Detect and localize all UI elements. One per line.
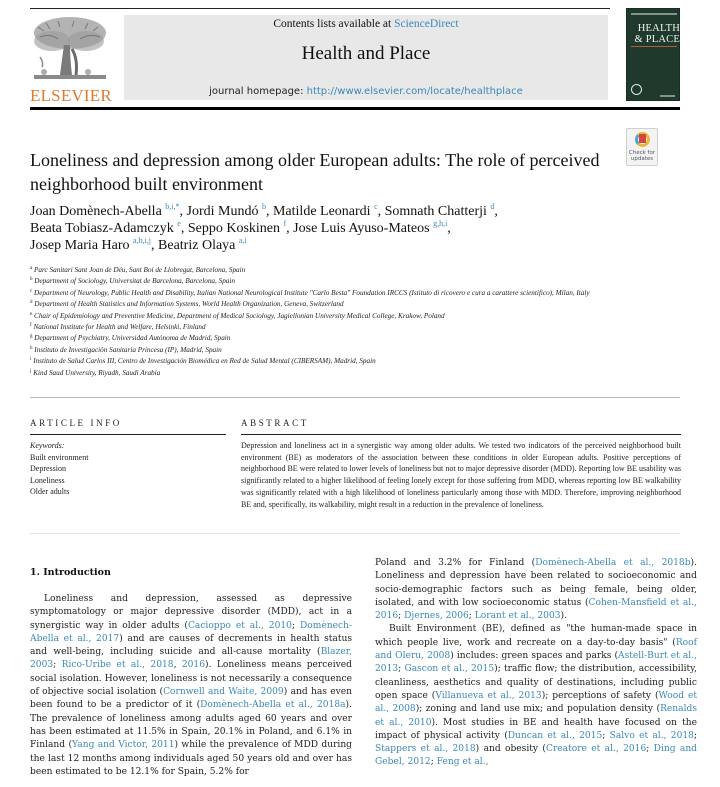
article-info-heading: ARTICLE INFO bbox=[30, 418, 122, 428]
affiliation-item bbox=[30, 276, 670, 287]
affiliation-text: Department of Neurology, Public Health and Disability, Italian National Neurological Institute "Carlo Besta" Foundation IRCCS (Istituto di ricovero e cura a carattere scientifico), Milan, Italy bbox=[32, 288, 590, 297]
intro-paragraph-1: Loneliness and depression, assessed as depressive symptomatology or major depressive disorder (MDD), act in a synergistic way in older adults (Cacioppo et al., 2010; Domènech-Abella et al., 2017) and are causes of decrements in health status and well-being, including suicide and all-cause mortality (Blazer, 2003; Rico-Uribe et al., 2018, 2016). Loneliness means perceived social isolation. However, loneliness is not necessarily a consequence of objective social isolation (Cornwell and Waite, 2009) and has even been found to be a predictor of it (Domènech-Abella et al., 2018a). The prevalence of loneliness among adults aged 60 years and over has been estimated at 11.5% in Spain, 20.1% in Poland, and 6.1% in Finland (Yang and Victor, 2011) while the prevalence of MDD during the last 12 months among individuals aged 50 years old and over has been estimated to be 12.1% for Spain, 5.2% for bbox=[30, 594, 353, 777]
intro-paragraph-1-continued: Poland and 3.2% for Finland (Domènech-Abella et al., 2018b). Loneliness and depression have been related to socioeconomic and socio-demographic factors such as being female, being older, isolated, and with low socioeconomic status (Cohen-Mansfield et al., 2016; Djernes, 2006; Lorant et al., 2003). bbox=[375, 558, 698, 622]
affiliation-key: b bbox=[30, 277, 33, 283]
cover-title bbox=[630, 23, 680, 45]
citation-link[interactable]: Renalds et al., 2010 bbox=[375, 704, 697, 728]
citation-link[interactable]: Astell-Burt et al., 2013 bbox=[375, 651, 698, 675]
author-affiliation-marker[interactable]: b bbox=[261, 202, 266, 211]
abstract-text: Depression and loneliness act in a synergistic way among older adults. We tested two indicators of the perceived neighborhood built environment (BE) as moderators of the association between these conditions in older European adults. Positive perceptions of neighborhood BE were related to lower levels of loneliness but not to major depressive disorder (MDD). Reporting low BE usability was significantly related to a higher likelihood of feeling lonely except for those suffering from MDD, whereas reporting low BE walkability was significantly related with a high likelihood of loneliness particularly among those with MDD. Therefore, improving neighborhood BE and, specifically, its walkability, might result in a reduction in the prevalence of loneliness. bbox=[241, 441, 681, 509]
citation-link[interactable]: Domènech-Abella et al., 2017 bbox=[30, 620, 352, 644]
citation-link[interactable]: Lorant et al., 2003 bbox=[474, 611, 561, 622]
affiliation-text: Parc Sanitari Sant Joan de Déu, Sant Boi de Llobregat, Barcelona, Spain bbox=[32, 266, 246, 274]
citation-link[interactable]: Cornwell and Waite, 2009 bbox=[163, 687, 284, 698]
keyword-item: Older adults bbox=[30, 487, 70, 497]
affiliation-key: g bbox=[30, 334, 33, 340]
check-updates-bookmark-icon bbox=[639, 134, 646, 143]
keyword-item: Loneliness bbox=[30, 475, 65, 485]
citation-link[interactable]: Rico-Uribe et al., 2018 bbox=[61, 660, 174, 671]
affiliation-key: c bbox=[30, 288, 33, 294]
homepage-prefix: journal homepage: bbox=[209, 86, 307, 97]
body-column-left bbox=[30, 593, 352, 779]
citation-link[interactable]: Feng et al., bbox=[436, 757, 489, 768]
abstract-bottom-rule bbox=[30, 533, 680, 534]
affiliation-text: Department of Health Statistics and Information Systems, World Health Organization, Geneva, Switzerland bbox=[32, 300, 344, 309]
sciencedirect-link[interactable]: ScienceDirect bbox=[394, 18, 459, 30]
abstract-rule bbox=[241, 434, 681, 435]
citation-link[interactable]: Cohen-Mansfield et al., 2016 bbox=[375, 597, 698, 622]
article-title: Loneliness and depression among older European adults: The role of perceived neighborhood built environment bbox=[30, 150, 600, 194]
affiliation-text: National Institute for Health and Welfare, Helsinki, Finland bbox=[31, 323, 206, 332]
affiliation-text: Kind Saud University, Riyadh, Saudi Arabia bbox=[31, 368, 161, 377]
author-name[interactable]: Seppo Koskinen bbox=[187, 221, 284, 236]
affiliation-item bbox=[30, 288, 670, 299]
cover-footer-strip bbox=[660, 95, 675, 97]
author-name[interactable]: Josep Maria Haro bbox=[30, 238, 134, 253]
author-affiliation-marker[interactable]: a,h,i,j bbox=[133, 236, 152, 245]
affiliation-item bbox=[30, 356, 670, 367]
journal-homepage-link[interactable]: http://www.elsevier.com/locate/healthplace bbox=[306, 86, 523, 97]
citation-link[interactable]: 2016 bbox=[181, 660, 206, 671]
citation-link[interactable]: Blazer, 2003 bbox=[30, 647, 352, 671]
cover-accent-rule bbox=[631, 46, 677, 47]
author-name[interactable]: Jose Luis Ayuso-Mateos bbox=[293, 221, 434, 236]
cover-top-strip bbox=[631, 13, 677, 15]
citation-link[interactable]: Gascon et al., 2015 bbox=[404, 664, 495, 675]
author-affiliation-marker[interactable]: g,h,i bbox=[433, 219, 448, 228]
check-for-updates-button[interactable] bbox=[626, 128, 658, 166]
affiliation-item bbox=[30, 299, 670, 310]
author-affiliation-marker[interactable]: f bbox=[283, 219, 287, 228]
citation-link[interactable]: Salvo et al., 2018 bbox=[609, 730, 694, 741]
author-name[interactable]: Beatriz Olaya bbox=[158, 238, 239, 253]
affiliation-text: Department of Psychiatry, Universidad Autónoma de Madrid, Spain bbox=[32, 334, 231, 343]
journal-cover-thumbnail[interactable] bbox=[626, 8, 680, 101]
author-name[interactable]: Matilde Leonardi bbox=[272, 204, 375, 219]
cover-title-line1: HEALTH bbox=[637, 23, 680, 34]
citation-link[interactable]: Duncan et al., 2015 bbox=[507, 730, 603, 741]
affiliation-list bbox=[30, 265, 670, 379]
affiliation-text: Chair of Epidemiology and Preventive Medicine, Department of Medical Sociology, Jagiellonian University Medical College, Krakow, Poland bbox=[32, 311, 445, 320]
citation-link[interactable]: Djernes, 2006 bbox=[404, 611, 469, 622]
keyword-item: Built environment bbox=[30, 452, 89, 462]
header-bottom-rule bbox=[30, 107, 680, 110]
author-affiliation-marker[interactable]: a,i bbox=[238, 236, 247, 245]
citation-link[interactable]: Domènech-Abella et al., 2018a bbox=[200, 700, 346, 711]
affiliation-item bbox=[30, 265, 670, 276]
elsevier-tree-icon bbox=[30, 15, 108, 85]
intro-paragraph-2: Built Environment (BE), defined as "the human-made space in which people live, work and recreate on a day-to-day basis" (Roof and Oleru, 2008) includes: green spaces and parks (Astell-Burt et al., 2013; Gascon et al., 2015); traffic flow; the distribution, accessibility, cleanliness, aesthetics and quality of destinations, including public open space (Villanueva et al., 2013); perceptions of safety (Wood et al., 2008); zoning and land use mix; and population density (Renalds et al., 2010). Most studies in BE and health have focused on the impact of physical activity (Duncan et al., 2015; Salvo et al., 2018; Stappers et al., 2018) and obesity (Creatore et al., 2016; Ding and Gebel, 2012; Feng et al., bbox=[375, 624, 698, 768]
citation-link[interactable]: Ding and Gebel, 2012 bbox=[375, 744, 697, 768]
affiliation-key: j bbox=[30, 368, 32, 374]
affiliation-key: i bbox=[30, 357, 32, 363]
contents-availability-line bbox=[124, 18, 608, 30]
citation-link[interactable]: Cacioppo et al., 2010 bbox=[187, 620, 292, 631]
cover-title-line2: & PLACE bbox=[634, 34, 680, 45]
cover-seal-icon bbox=[631, 84, 642, 95]
affiliation-divider bbox=[30, 397, 680, 398]
keywords-block bbox=[30, 440, 226, 498]
affiliation-key: e bbox=[30, 311, 33, 317]
affiliation-key: f bbox=[30, 323, 32, 329]
affiliation-item bbox=[30, 345, 670, 356]
journal-name: Health and Place bbox=[301, 43, 431, 64]
citation-link[interactable]: Roof and Oleru, 2008 bbox=[375, 637, 697, 662]
citation-link[interactable]: Domènech-Abella et al., 2018b bbox=[535, 558, 691, 568]
affiliation-key: d bbox=[30, 300, 33, 306]
check-updates-label: Check for updates bbox=[628, 150, 656, 162]
affiliation-text: Instituto de Investigación Sanitaria Princesa (IP), Madrid, Spain bbox=[32, 345, 222, 354]
abstract-heading: ABSTRACT bbox=[241, 418, 309, 428]
contents-prefix: Contents lists available at bbox=[273, 18, 395, 30]
body-column-right bbox=[375, 557, 697, 770]
keywords-label: Keywords: bbox=[30, 441, 65, 450]
citation-link[interactable]: Wood et al., 2008 bbox=[375, 690, 697, 715]
author-name[interactable]: Joan Domènech-Abella bbox=[30, 204, 166, 219]
author-name[interactable]: Jordi Mundó bbox=[186, 204, 262, 219]
affiliation-item bbox=[30, 368, 670, 379]
author-affiliation-marker[interactable]: b,i,* bbox=[165, 202, 180, 211]
elsevier-wordmark: ELSEVIER bbox=[30, 86, 112, 105]
article-info-rule bbox=[30, 434, 226, 435]
affiliation-key: a bbox=[30, 266, 33, 271]
affiliation-item bbox=[30, 333, 670, 344]
affiliation-text: Department of Sociology, Universitat de Barcelona, Barcelona, Spain bbox=[32, 277, 235, 286]
citation-link[interactable]: Yang and Victor, 2011 bbox=[72, 740, 175, 751]
affiliation-key: h bbox=[30, 345, 33, 351]
author-name[interactable]: Somnath Chatterji bbox=[384, 204, 491, 219]
author-list: Joan Domènech-Abella $^{b,i,*}$, Jordi Mundó $^b$, Matilde Leonardi $^c$, Somnath Chatterji $^d$, Beata Tobiasz-Adamczyk $^e$, Seppo Koskinen $^f$, Jose Luis Ayuso-Mateos $^{g,h,i}$, Josep Maria Haro $^{a,h,i,j}$, Beatriz Olaya $^{a,i}$ bbox=[30, 202, 498, 253]
journal-homepage-line bbox=[124, 86, 608, 97]
citation-link[interactable]: Creatore et al., 2016 bbox=[545, 744, 647, 755]
author-name[interactable]: Beata Tobiasz-Adamczyk bbox=[30, 221, 178, 236]
citation-link[interactable]: Villanueva et al., 2013 bbox=[435, 690, 542, 701]
header-top-rule bbox=[30, 8, 610, 9]
affiliation-item bbox=[30, 311, 670, 322]
affiliation-text: Instituto de Salud Carlos III, Centro de Investigación Biomédica en Red de Salud Mental (CIBERSAM), Madrid, Spain bbox=[31, 357, 376, 366]
citation-link[interactable]: Stappers et al., 2018 bbox=[375, 744, 476, 755]
author-affiliation-marker[interactable]: c bbox=[374, 202, 378, 211]
affiliation-item bbox=[30, 322, 670, 333]
section-heading-introduction: 1. Introduction bbox=[30, 567, 111, 578]
author-affiliation-marker[interactable]: d bbox=[490, 202, 495, 211]
author-affiliation-marker[interactable]: e bbox=[177, 219, 181, 228]
keyword-item: Depression bbox=[30, 464, 66, 474]
